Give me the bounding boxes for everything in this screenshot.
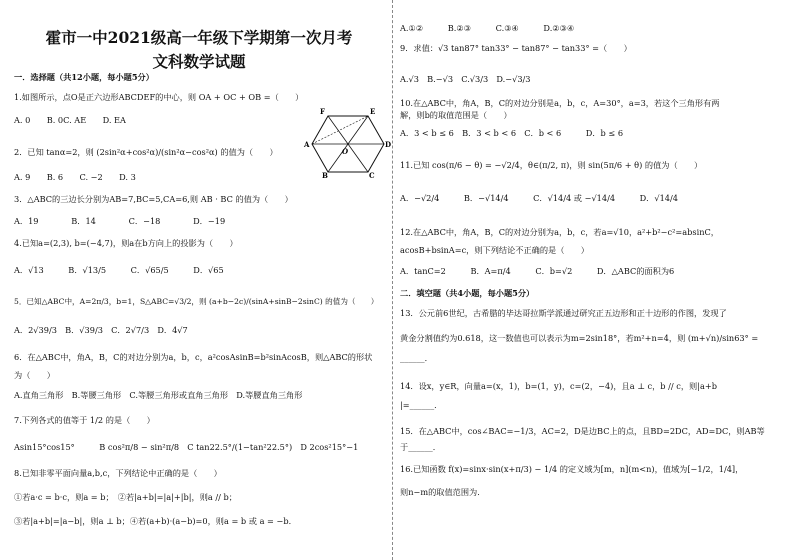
answer-options: A．√13 B．√13/5 C．√65/5 D．√65 (14, 265, 224, 275)
answer-options: A.直角三角形 B.等腰三角形 C.等腰三角形或直角三角形 D.等腰直角三角形 (14, 390, 303, 400)
vertex-label-d: D (385, 140, 392, 149)
question-line: 5．已知△ABC中，A=2π/3，b=1，S△ABC=√3/2，则 (a+b−2c)/(sinA+sinB−2sinC) 的值为（ ） (14, 297, 379, 306)
answer-options: A.①② B.②③ C.③④ D.②③④ (400, 23, 575, 33)
answer-options: A. 9 B. 6 C. −2 D. 3 (14, 172, 136, 182)
section-heading: 一．选择题（共12小题，每小题5分） (14, 72, 154, 82)
column-divider (392, 0, 394, 560)
question-line: 6．在△ABC中，角A，B，C的对边分别为a，b，c，a²cosAsinB=b²sinAcosB，则△ABC的形状 (14, 352, 373, 362)
question-line: 14．设x，y∈R，向量a=(x，1)，b=(1，y)，c=(2，−4)，且a ⊥ c，b // c，则|a+b (400, 381, 717, 391)
question-line: 16.已知函数 f(x)=sinx·sin(x+π/3) − 1/4 的定义域为[m，n](m<n)，值域为[−1/2，1/4]， (400, 464, 744, 474)
exam-subtitle: 文科数学试题 (152, 52, 246, 71)
question-line: 13．公元前6世纪，古希腊的毕达哥拉斯学派通过研究正五边形和正十边形的作图，发现了 (400, 308, 727, 318)
question-line: 8.已知非零平面向量a,b,c，下列结论中正确的是（ ） (14, 468, 222, 478)
question-line: 3．△ABC的三边长分别为AB=7,BC=5,CA=6,则 AB · BC 的值为（ ） (14, 194, 293, 204)
question-line: 12.在△ABC中，角A，B，C的对边分别为a，b，c，若a=√10，a²+b²−c²=absinC， (400, 227, 719, 237)
vertex-label-a: A (304, 140, 310, 149)
vertex-label-b: B (322, 171, 328, 180)
question-line: 10.在△ABC中，角A，B，C的对边分别是a，b，c，A=30°，a=3，若这个三角形有两 (400, 98, 720, 108)
statement-line: ③若|a+b|=|a−b|，则a ⊥ b；④若(a+b)·(a−b)=0，则a = b 或 a = −b． (14, 516, 297, 526)
hexagon-figure (304, 107, 392, 180)
question-line: acosB+bsinA=c，则下列结论不正确的是（ ） (400, 245, 589, 255)
question-line: 则n−m的取值范围为． (400, 487, 486, 497)
answer-options: A．3 < b ≤ 6 B．3 < b < 6 C．b < 6 D．b ≤ 6 (400, 128, 624, 138)
question-line: 2．已知 tanα=2，则 (2sin²α+cos²α)/(sin²α−cos²α) 的值为（ ） (14, 147, 278, 157)
question-line: 1.如图所示，点O是正六边形ABCDEF的中心，则 OA + OC + OB =（ ） (14, 92, 304, 102)
right-column (400, 0, 784, 560)
answer-options: A.√3 B.−√3 C.√3/3 D.−√3/3 (400, 74, 531, 84)
answer-options: A．−√2/4 B．−√14/4 C．√14/4 或 −√14/4 D．√14/4 (400, 193, 678, 203)
question-line: 黄金分割值约为0.618，这一数值也可以表示为m=2sin18°，若m²+n=4，则 (m+√n)/sin63° = (400, 333, 759, 343)
answer-options: A. 0 B. 0C. AE D. EA (14, 115, 126, 125)
question-line: 11.已知 cos(π/6 − θ) = −√2/4，θ∈(π/2, π)，则 sin(5π/6 + θ) 的值为（ ） (400, 160, 703, 170)
answer-options: A．tanC=2 B．A=π/4 C．b=√2 D．△ABC的面积为6 (400, 266, 675, 276)
vertex-label-c: C (369, 171, 375, 180)
vertex-label-f: F (320, 107, 325, 116)
question-line: 9．求值：√3 tan87° tan33° − tan87° − tan33° =（ ） (400, 43, 632, 53)
statement-line: ①若a·c = b·c，则a = b； ②若|a+b|=|a|+|b|，则a // b； (14, 492, 237, 502)
left-column (14, 0, 392, 560)
exam-title: 霍市一中2021级高一年级下学期第一次月考 (45, 28, 353, 47)
question-line: 解，则b的取值范围是（ ） (400, 110, 512, 120)
question-line: 为（ ） (14, 370, 55, 380)
question-line: 15．在△ABC中，cos∠BAC=−1/3，AC=2，D是边BC上的点，且BD=2DC，AD=DC，则AB等 (400, 426, 765, 436)
vertex-label-e: E (370, 107, 376, 116)
answer-options: A．19 B．14 C．−18 D．−19 (14, 216, 226, 226)
answer-blank: 于______． (400, 442, 441, 452)
answer-options: Asin15°cos15° B cos²π/8 − sin²π/8 C tan22.5°/(1−tan²22.5°) D 2cos²15°−1 (14, 442, 359, 452)
section-heading: 二．填空题（共4小题，每小题5分） (400, 288, 535, 298)
answer-options: A．2√39/3 B．√39/3 C．2√7/3 D．4√7 (14, 325, 188, 335)
question-line: 7.下列各式的值等于 1/2 的是（ ） (14, 415, 155, 425)
answer-blank: ______． (400, 353, 433, 363)
center-label-o: O (342, 147, 349, 156)
answer-blank: |=______． (400, 400, 443, 410)
question-line: 4.已知a=(2,3), b=(−4,7)，则a在b方向上的投影为（ ） (14, 238, 238, 248)
